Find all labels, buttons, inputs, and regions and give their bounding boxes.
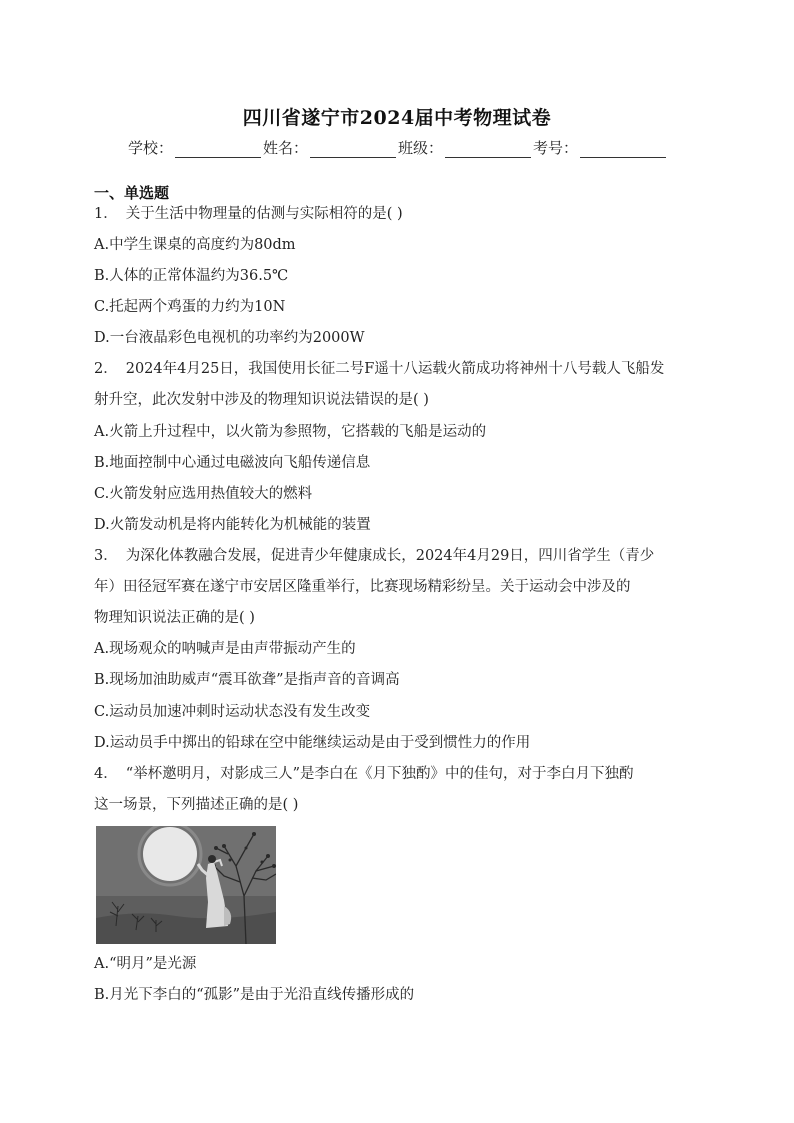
question-4-option-b: B.月光下李白的“孤影”是由于光沿直线传播形成的 (94, 987, 415, 1003)
question-2-option-c: C.火箭发射应选用热值较大的燃料 (94, 486, 313, 502)
question-4-option-a: A.“明月”是光源 (94, 956, 197, 972)
question-number: 2． (94, 361, 118, 377)
question-2-option-b: B.地面控制中心通过电磁波向飞船传递信息 (94, 455, 371, 471)
question-3-stem-cont-1: 年）田径冠军赛在遂宁市安居区隆重举行，比赛现场精彩纷呈。关于运动会中涉及的 (94, 579, 631, 595)
exam-number-field[interactable] (533, 137, 666, 158)
question-1-option-d: D.一台液晶彩色电视机的功率约为2000W (94, 330, 365, 346)
name-blank[interactable] (310, 143, 396, 158)
question-2-stem (94, 361, 664, 378)
student-info-row (0, 137, 794, 158)
school-field[interactable] (128, 137, 261, 158)
question-3-option-c: C.运动员加速冲刺时运动状态没有发生改变 (94, 704, 371, 720)
question-4-stem-cont: 这一场景，下列描述正确的是( ) (94, 797, 299, 813)
question-text: 2024年4月25日，我国使用长征二号F遥十八运载火箭成功将神州十八号载人飞船发 (125, 361, 665, 377)
section-heading: 一、单选题 (94, 184, 170, 202)
question-number: 4． (94, 766, 118, 782)
question-text: 关于生活中物理量的估测与实际相符的是( ) (125, 206, 403, 222)
exam-title: 四川省遂宁市2024届中考物理试卷 (242, 107, 552, 129)
question-1-option-c: C.托起两个鸡蛋的力约为10N (94, 299, 286, 315)
question-number: 3． (94, 548, 118, 564)
question-1-option-b: B.人体的正常体温约为36.5℃ (94, 268, 289, 284)
school-blank[interactable] (175, 143, 261, 158)
class-label: 班级： (398, 139, 444, 157)
question-2-option-a: A.火箭上升过程中，以火箭为参照物，它搭载的飞船是运动的 (94, 424, 487, 440)
name-field[interactable] (263, 137, 396, 158)
question-text: 为深化体教融合发展，促进青少年健康成长，2024年4月29日，四川省学生（青少 (125, 548, 655, 564)
name-label: 姓名： (262, 139, 308, 157)
question-3-option-a: A.现场观众的呐喊声是由声带振动产生的 (94, 641, 356, 657)
question-text: “举杯邀明月，对影成三人”是李白在《月下独酌》中的佳句，对于李白月下独酌 (125, 766, 634, 782)
li-bai-moon-illustration (96, 826, 276, 944)
question-3-option-d: D.运动员手中掷出的铅球在空中能继续运动是由于受到惯性力的作用 (94, 735, 531, 751)
exam-number-blank[interactable] (580, 143, 666, 158)
question-3-option-b: B.现场加油助威声“震耳欲聋”是指声音的音调高 (94, 672, 400, 688)
question-3-stem-cont-2: 物理知识说法正确的是( ) (94, 610, 255, 626)
question-number: 1． (94, 206, 118, 222)
question-3-stem (94, 548, 654, 565)
class-field[interactable] (398, 137, 531, 158)
question-1-stem (94, 206, 403, 223)
question-2-option-d: D.火箭发动机是将内能转化为机械能的装置 (94, 517, 371, 533)
question-2-stem-cont: 射升空，此次发射中涉及的物理知识说法错误的是( ) (94, 392, 429, 408)
school-label: 学校： (127, 139, 173, 157)
question-4-stem (94, 766, 634, 783)
question-1-option-a: A.中学生课桌的高度约为80dm (94, 237, 296, 253)
class-blank[interactable] (445, 143, 531, 158)
exam-number-label: 考号： (533, 139, 579, 157)
